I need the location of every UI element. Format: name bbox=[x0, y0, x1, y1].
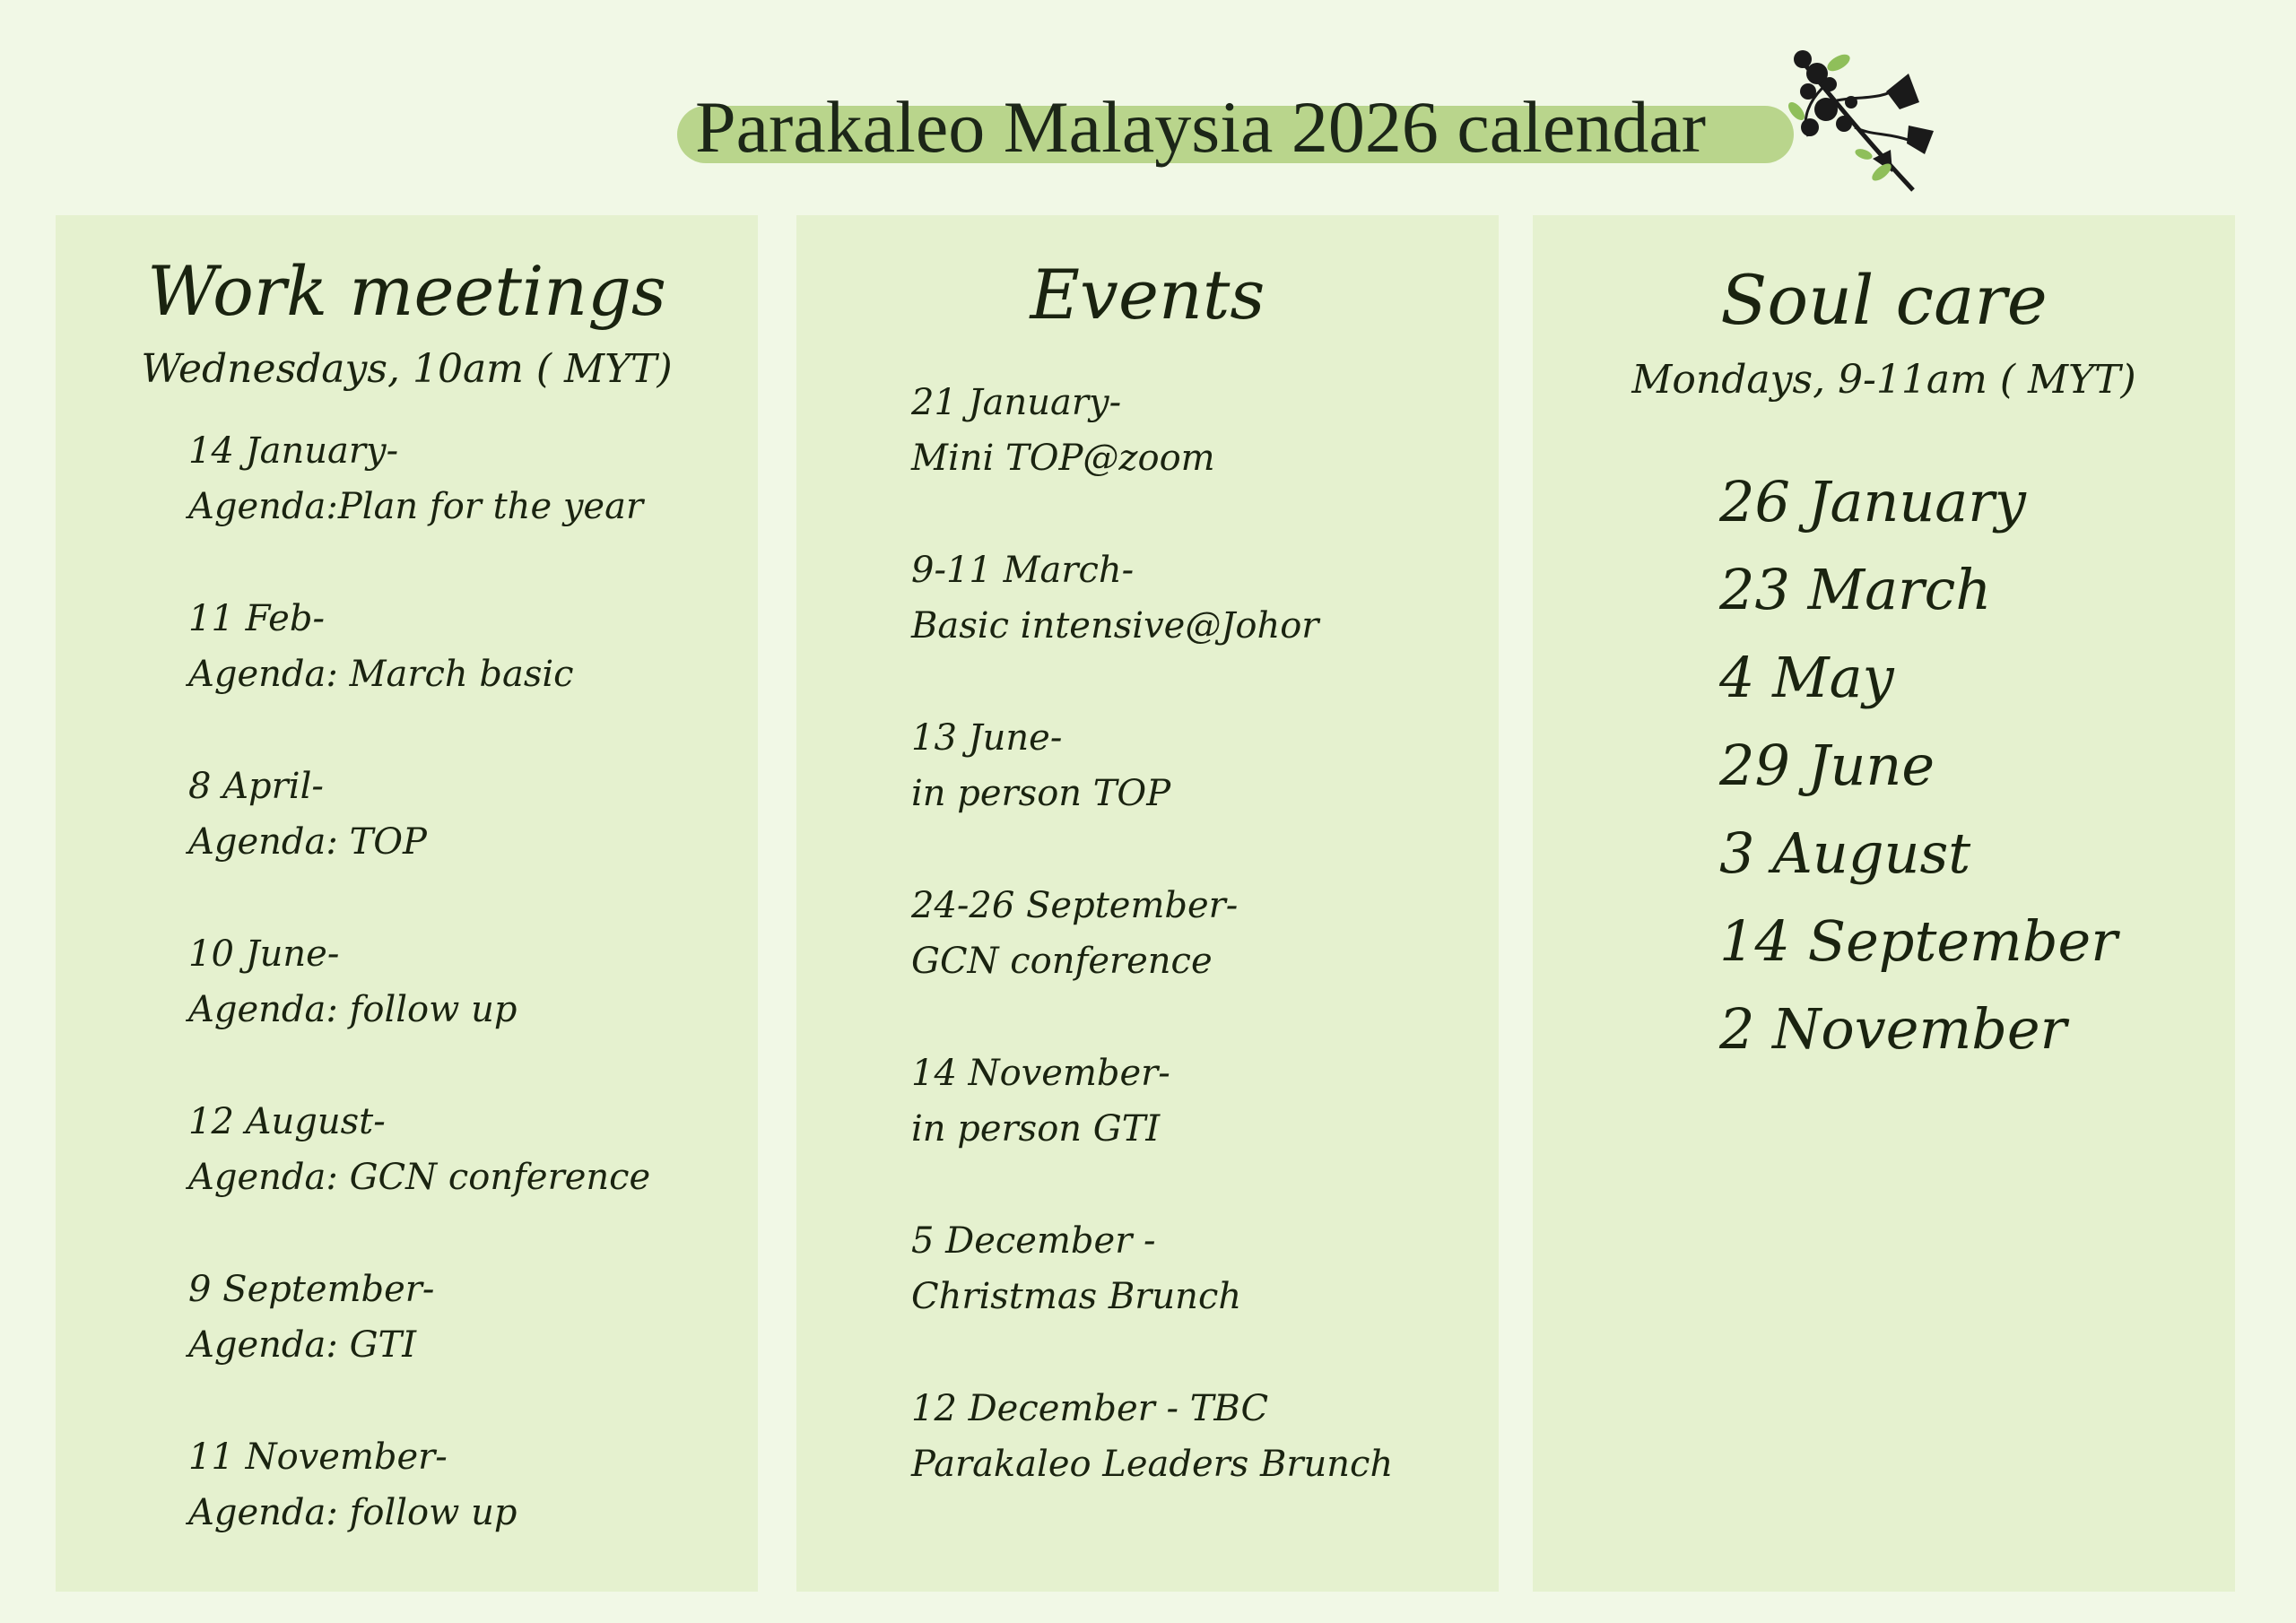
event-entry bbox=[911, 542, 1318, 654]
work-meeting-entry bbox=[188, 423, 643, 534]
entry-detail: Agenda: March basic bbox=[188, 654, 574, 695]
entry-detail: Agenda: TOP bbox=[188, 821, 427, 863]
entry-detail: in person TOP bbox=[911, 773, 1171, 814]
soul-care-date: 2 November bbox=[1719, 996, 2067, 1062]
soul-care-date: 14 September bbox=[1719, 908, 2118, 974]
entry-date: 14 January- bbox=[188, 430, 399, 472]
entry-date: 8 April- bbox=[188, 766, 324, 807]
event-entry bbox=[911, 375, 1215, 486]
title-banner bbox=[677, 88, 1794, 167]
entry-detail: Agenda: GTI bbox=[188, 1324, 417, 1366]
work-meeting-entry bbox=[188, 591, 574, 702]
entry-detail: Agenda:Plan for the year bbox=[188, 486, 644, 527]
soul-care-date: 26 January bbox=[1719, 469, 2026, 534]
entry-detail: Agenda: follow up bbox=[188, 989, 517, 1030]
entry-detail: Basic intensive@Johor bbox=[911, 605, 1319, 647]
entry-date: 9-11 March- bbox=[911, 550, 1135, 591]
entry-detail: Parakaleo Leaders Brunch bbox=[911, 1444, 1394, 1485]
entry-date: 10 June- bbox=[188, 933, 340, 975]
work-meetings-heading: Work meetings bbox=[147, 251, 666, 331]
work-meeting-entry bbox=[188, 1429, 517, 1541]
soul-care-date: 23 March bbox=[1719, 557, 1992, 622]
entry-detail: Agenda: GCN conference bbox=[188, 1157, 651, 1198]
work-meeting-entry bbox=[188, 1094, 650, 1205]
events-panel bbox=[796, 215, 1499, 1592]
work-meeting-entry bbox=[188, 926, 517, 1037]
entry-detail: Agenda: follow up bbox=[188, 1492, 517, 1533]
work-meeting-entry bbox=[188, 1262, 434, 1373]
soul-care-date: 4 May bbox=[1719, 645, 1894, 710]
page-title: Parakaleo Malaysia 2026 calendar bbox=[695, 86, 1707, 168]
soul-care-schedule: Mondays, 9-11am ( MYT) bbox=[1631, 357, 2136, 403]
work-meeting-entry bbox=[188, 759, 427, 870]
entry-date: 13 June- bbox=[911, 717, 1063, 759]
entry-date: 12 August- bbox=[188, 1101, 386, 1142]
entry-date: 21 January- bbox=[911, 382, 1122, 423]
entry-detail: GCN conference bbox=[911, 941, 1213, 982]
soul-care-panel bbox=[1533, 215, 2235, 1592]
soul-care-date: 29 June bbox=[1719, 733, 1935, 798]
entry-detail: Christmas Brunch bbox=[911, 1276, 1242, 1317]
event-entry bbox=[911, 878, 1238, 989]
entry-detail: Mini TOP@zoom bbox=[911, 438, 1215, 479]
work-meetings-schedule: Wednesdays, 10am ( MYT) bbox=[141, 346, 673, 392]
entry-date: 12 December - TBC bbox=[911, 1388, 1269, 1429]
events-heading: Events bbox=[1030, 255, 1265, 334]
event-entry bbox=[911, 1381, 1393, 1492]
event-entry bbox=[911, 1046, 1170, 1157]
entry-detail: in person GTI bbox=[911, 1108, 1161, 1150]
work-meetings-panel bbox=[56, 215, 758, 1592]
entry-date: 11 Feb- bbox=[188, 598, 325, 639]
entry-date: 9 September- bbox=[188, 1269, 435, 1310]
soul-care-heading: Soul care bbox=[1720, 260, 2048, 340]
entry-date: 24-26 September- bbox=[911, 885, 1239, 926]
entry-date: 11 November- bbox=[188, 1436, 448, 1478]
entry-date: 14 November- bbox=[911, 1053, 1170, 1094]
plant-branch-icon bbox=[1774, 38, 1944, 208]
soul-care-date: 3 August bbox=[1719, 820, 1971, 886]
entry-date: 5 December - bbox=[911, 1220, 1156, 1262]
event-entry bbox=[911, 710, 1170, 821]
event-entry bbox=[911, 1213, 1241, 1324]
